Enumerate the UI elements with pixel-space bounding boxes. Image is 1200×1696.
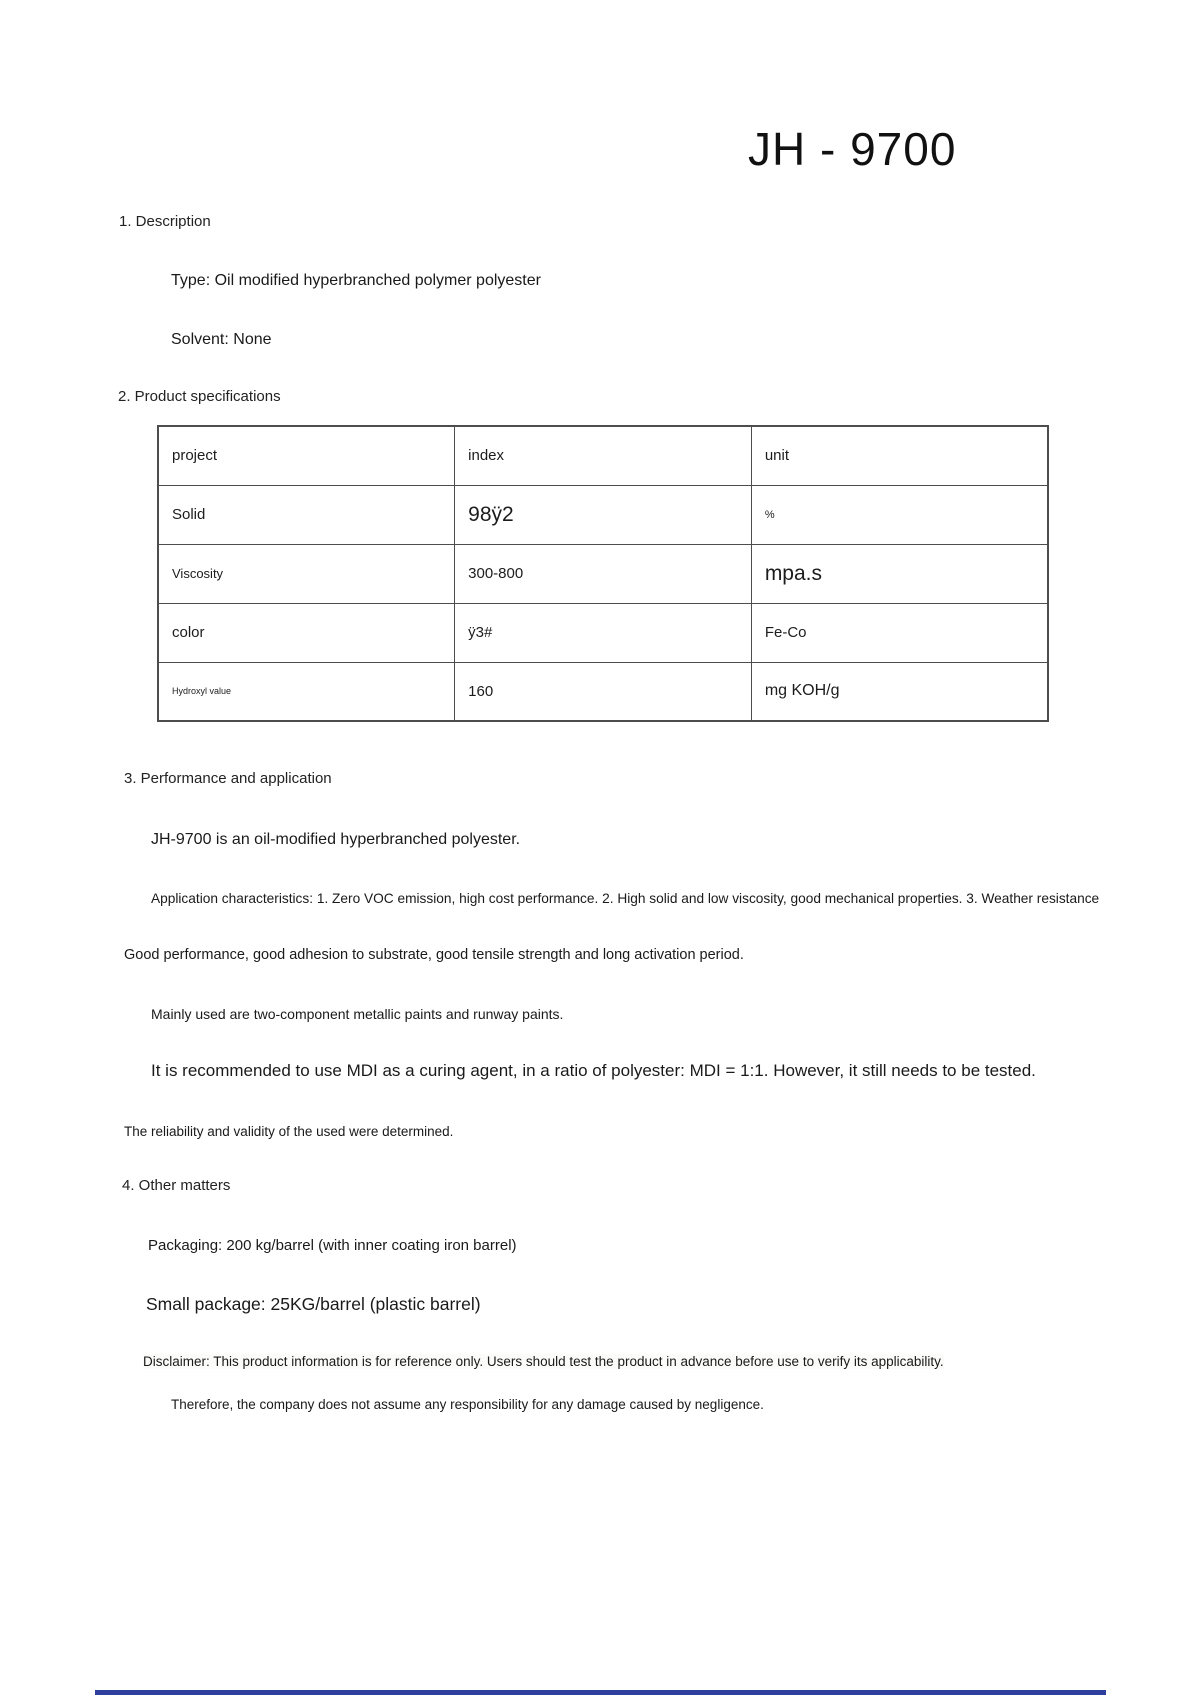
section-heading-description: 1. Description xyxy=(119,213,211,230)
performance-paragraph: The reliability and validity of the used were determined. xyxy=(124,1124,454,1139)
cell-index: 160 xyxy=(455,662,752,721)
cell-project: color xyxy=(158,603,455,662)
solvent-line: Solvent: None xyxy=(171,331,272,348)
table-row xyxy=(158,662,1048,721)
table-row xyxy=(158,485,1048,544)
cell-project: Hydroxyl value xyxy=(158,662,455,721)
cell-index: ÿ3# xyxy=(455,603,752,662)
section-heading-specifications: 2. Product specifications xyxy=(118,388,281,405)
disclaimer-line: Therefore, the company does not assume any responsibility for any damage caused by negligence. xyxy=(171,1397,764,1412)
performance-paragraph: It is recommended to use MDI as a curing agent, in a ratio of polyester: MDI = 1:1. However, it still needs to be tested. xyxy=(151,1061,1036,1080)
section-heading-other-matters: 4. Other matters xyxy=(122,1177,231,1194)
column-header-unit: unit xyxy=(751,426,1048,485)
performance-paragraph: Mainly used are two-component metallic paints and runway paints. xyxy=(151,1006,564,1022)
small-package-line: Small package: 25KG/barrel (plastic barrel) xyxy=(146,1294,481,1314)
page-title: JH - 9700 xyxy=(748,123,957,175)
specifications-table xyxy=(157,425,1049,722)
section-heading-performance: 3. Performance and application xyxy=(124,770,332,787)
performance-paragraph: Good performance, good adhesion to substrate, good tensile strength and long activation period. xyxy=(124,947,744,963)
cell-unit: mg KOH/g xyxy=(751,662,1048,721)
performance-paragraph: JH-9700 is an oil-modified hyperbranched polyester. xyxy=(151,831,521,848)
type-line: Type: Oil modified hyperbranched polymer polyester xyxy=(171,272,541,289)
footer-divider xyxy=(95,1690,1106,1695)
table-row xyxy=(158,603,1048,662)
cell-unit: mpa.s xyxy=(751,544,1048,603)
cell-index: 300-800 xyxy=(455,544,752,603)
cell-project: Solid xyxy=(158,485,455,544)
cell-unit: Fe-Co xyxy=(751,603,1048,662)
cell-unit: % xyxy=(751,485,1048,544)
cell-project: Viscosity xyxy=(158,544,455,603)
performance-paragraph: Application characteristics: 1. Zero VOC emission, high cost performance. 2. High solid and low viscosity, good mechanical properties. 3. Weather resistance xyxy=(151,891,1100,906)
packaging-line: Packaging: 200 kg/barrel (with inner coating iron barrel) xyxy=(148,1237,517,1254)
table-row xyxy=(158,544,1048,603)
column-header-index: index xyxy=(455,426,752,485)
disclaimer-line: Disclaimer: This product information is for reference only. Users should test the product in advance before use to verify its applicability. xyxy=(143,1354,944,1369)
table-header-row xyxy=(158,426,1048,485)
column-header-project: project xyxy=(158,426,455,485)
cell-index: 98ÿ2 xyxy=(455,485,752,544)
